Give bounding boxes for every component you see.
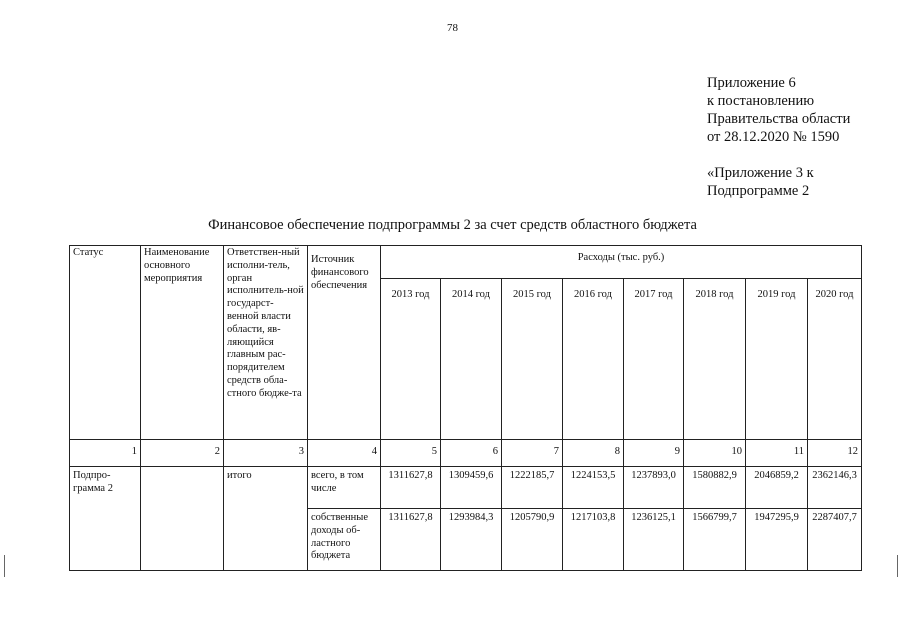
column-number: 4 xyxy=(308,440,381,467)
year-header: 2013 год xyxy=(381,279,441,440)
expense-value: 1237893,0 xyxy=(624,467,684,509)
header-status: Статус xyxy=(70,246,141,440)
expense-value: 1580882,9 xyxy=(684,467,746,509)
expense-value: 2046859,2 xyxy=(746,467,808,509)
row-source: собственные доходы об-ластного бюджета xyxy=(308,509,381,571)
column-number: 2 xyxy=(141,440,224,467)
column-number: 7 xyxy=(502,440,563,467)
page-number: 78 xyxy=(447,22,458,34)
spacer xyxy=(707,146,897,164)
expense-value: 1566799,7 xyxy=(684,509,746,571)
column-number: 8 xyxy=(563,440,624,467)
appendix-block xyxy=(707,74,897,200)
column-number: 12 xyxy=(808,440,862,467)
expense-value: 2362146,3 xyxy=(808,467,862,509)
appendix-line: к постановлению xyxy=(707,93,815,109)
year-header: 2014 год xyxy=(441,279,502,440)
column-number: 1 xyxy=(70,440,141,467)
header-source: Источник финансового обеспечения xyxy=(308,246,381,440)
column-number: 11 xyxy=(746,440,808,467)
year-header: 2016 год xyxy=(563,279,624,440)
column-number-row xyxy=(70,440,862,467)
expense-value: 1309459,6 xyxy=(441,467,502,509)
expense-value: 1205790,9 xyxy=(502,509,563,571)
header-expenses: Расходы (тыс. руб.) xyxy=(381,246,862,279)
column-number: 6 xyxy=(441,440,502,467)
expense-value: 1217103,8 xyxy=(563,509,624,571)
expense-value: 1311627,8 xyxy=(381,467,441,509)
appendix-line: Правительства области xyxy=(707,111,851,127)
column-number: 3 xyxy=(224,440,308,467)
column-number: 5 xyxy=(381,440,441,467)
row-status: Подпро-грамма 2 xyxy=(70,467,141,571)
row-activity xyxy=(141,467,224,571)
funding-table xyxy=(69,245,862,571)
expense-value: 1311627,8 xyxy=(381,509,441,571)
appendix-line: от 28.12.2020 № 1590 xyxy=(707,129,840,145)
row-source: всего, в том числе xyxy=(308,467,381,509)
expense-value: 1947295,9 xyxy=(746,509,808,571)
year-header: 2015 год xyxy=(502,279,563,440)
appendix-line: Приложение 6 xyxy=(707,75,796,91)
appendix-line: «Приложение 3 к xyxy=(707,165,814,181)
table-row xyxy=(70,467,862,509)
expense-value: 1222185,7 xyxy=(502,467,563,509)
column-number: 10 xyxy=(684,440,746,467)
year-header: 2020 год xyxy=(808,279,862,440)
year-header: 2018 год xyxy=(684,279,746,440)
year-header: 2017 год xyxy=(624,279,684,440)
expense-value: 2287407,7 xyxy=(808,509,862,571)
document-title: Финансовое обеспечение подпрограммы 2 за счет средств областного бюджета xyxy=(208,217,697,233)
row-responsible: итого xyxy=(224,467,308,571)
appendix-line: Подпрограмме 2 xyxy=(707,183,810,199)
expense-value: 1293984,3 xyxy=(441,509,502,571)
header-activity: Наименование основного мероприятия xyxy=(141,246,224,440)
expense-value: 1236125,1 xyxy=(624,509,684,571)
column-number: 9 xyxy=(624,440,684,467)
year-header: 2019 год xyxy=(746,279,808,440)
scan-edge-mark xyxy=(897,555,898,577)
header-row xyxy=(70,246,862,279)
scan-edge-mark xyxy=(4,555,5,577)
header-responsible: Ответствен-ный исполни-тель, орган исполнитель-ной государст-венной власти области, яв-ляющийся главным рас-порядителем средств обла-стного бюдже-та xyxy=(224,246,308,440)
expense-value: 1224153,5 xyxy=(563,467,624,509)
